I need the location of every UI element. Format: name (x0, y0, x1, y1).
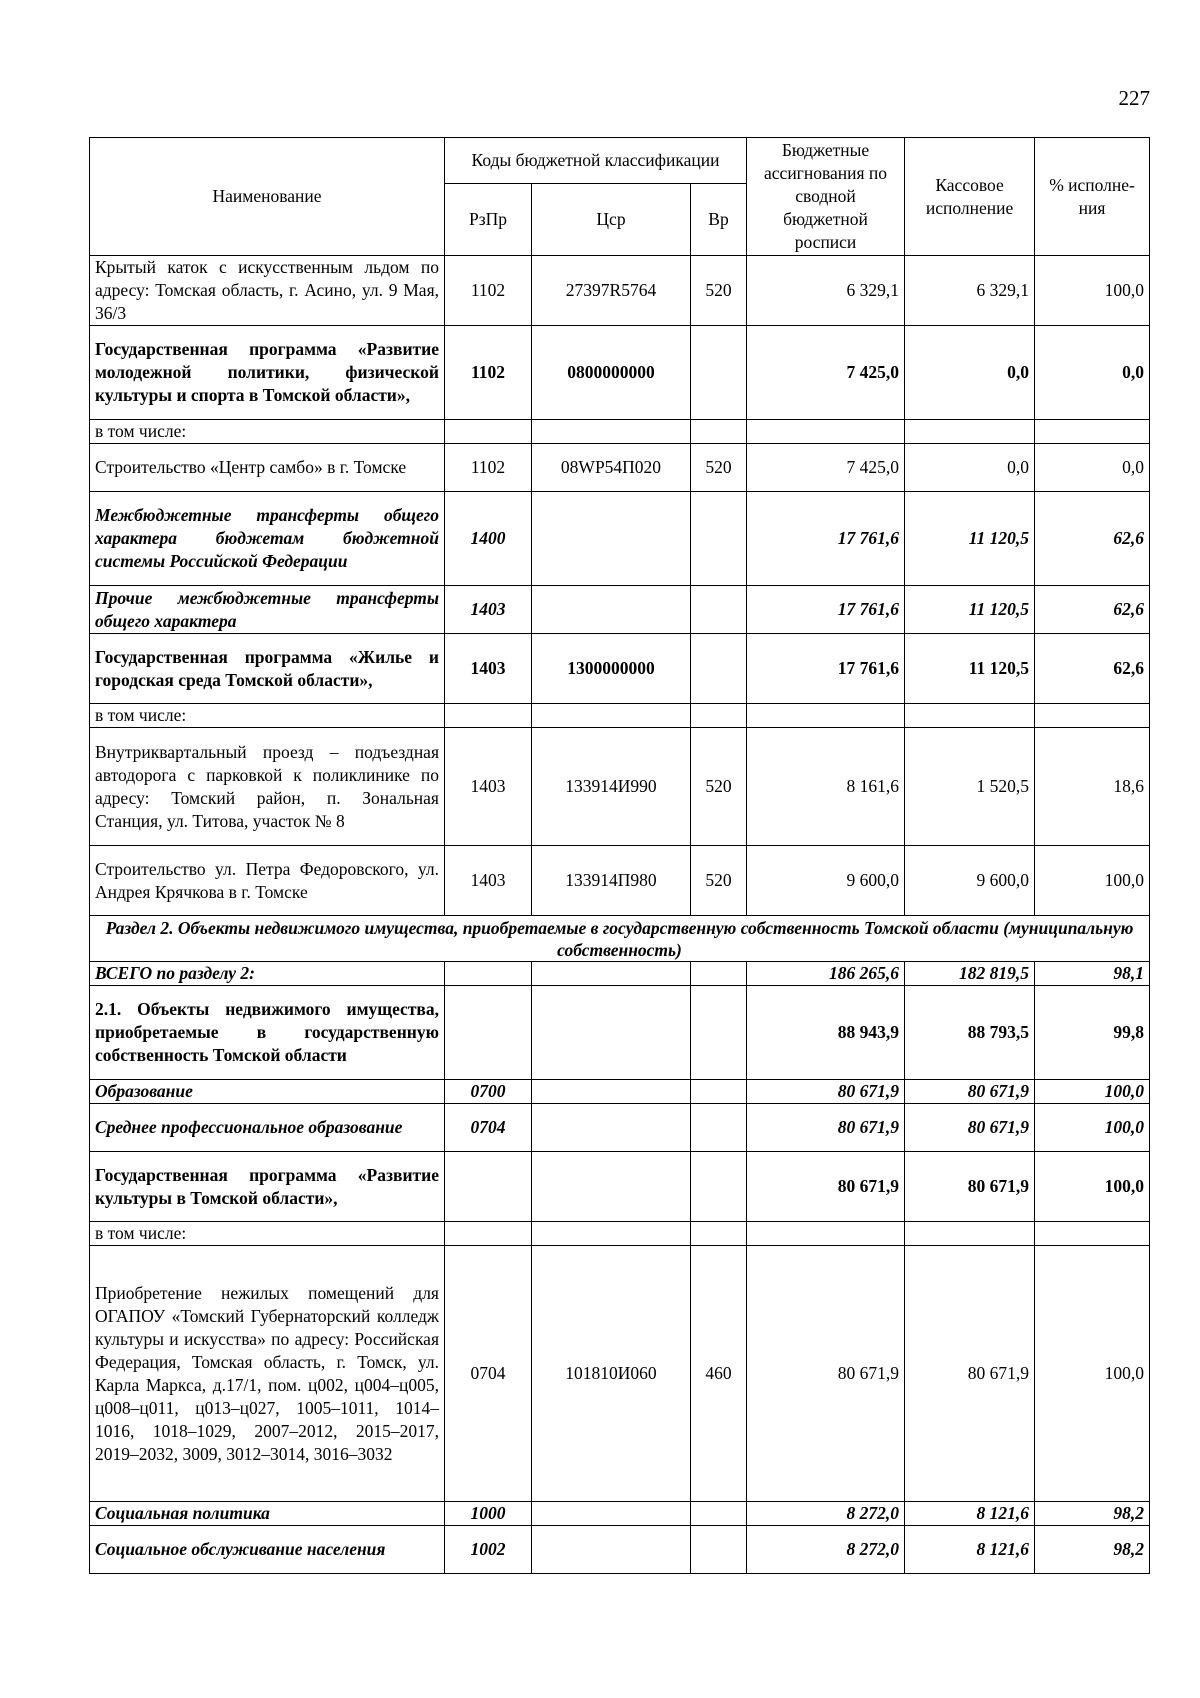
row-plan: 17 761,6 (747, 586, 905, 634)
row-plan: 80 671,9 (747, 1104, 905, 1152)
row-plan: 80 671,9 (747, 1080, 905, 1104)
row-fact: 9 600,0 (905, 846, 1035, 916)
row-plan: 7 425,0 (747, 444, 905, 492)
row-fact (905, 420, 1035, 444)
row-fact: 80 671,9 (905, 1246, 1035, 1502)
row-csr (532, 1104, 691, 1152)
row-rzpr (445, 962, 532, 986)
row-csr (532, 492, 691, 586)
row-rzpr (445, 1152, 532, 1222)
page-number: 227 (1118, 86, 1150, 110)
row-pct (1035, 420, 1150, 444)
table-row (90, 846, 1150, 916)
row-rzpr: 0704 (445, 1104, 532, 1152)
row-name: Строительство ул. Петра Федоровского, ул. Андрея Крячкова в г. Томске (90, 846, 445, 916)
row-fact: 80 671,9 (905, 1080, 1035, 1104)
row-pct: 100,0 (1035, 1104, 1150, 1152)
row-csr (532, 1526, 691, 1574)
row-vr (691, 1526, 747, 1574)
row-csr (532, 704, 691, 728)
header-execution: Кассовое исполнение (905, 138, 1035, 256)
row-rzpr: 1403 (445, 728, 532, 846)
row-csr: 0800000000 (532, 326, 691, 420)
row-fact: 1 520,5 (905, 728, 1035, 846)
row-pct: 0,0 (1035, 444, 1150, 492)
row-rzpr: 1400 (445, 492, 532, 586)
row-fact: 0,0 (905, 326, 1035, 420)
header-vr: Вр (691, 184, 747, 256)
table-row (90, 1152, 1150, 1222)
row-name: Межбюджетные трансферты общего характера бюджетам бюджетной системы Российской Федерации (90, 492, 445, 586)
row-rzpr: 1403 (445, 586, 532, 634)
row-rzpr: 1403 (445, 846, 532, 916)
row-rzpr (445, 986, 532, 1080)
row-name: Внутриквартальный проезд – подъездная автодорога с парковкой к поликлинике по адресу: Томский район, п. Зональная Станция, ул. Титова, участок № 8 (90, 728, 445, 846)
row-fact: 0,0 (905, 444, 1035, 492)
row-rzpr (445, 1222, 532, 1246)
row-plan: 88 943,9 (747, 986, 905, 1080)
section-2-title: Раздел 2. Объекты недвижимого имущества, приобретаемые в государственную собственность Томской области (муниципальную собственность) (90, 916, 1150, 962)
row-name: в том числе: (90, 420, 445, 444)
row-rzpr: 1000 (445, 1502, 532, 1526)
budget-table (89, 137, 1150, 1574)
row-csr: 08WP54П020 (532, 444, 691, 492)
row-vr: 520 (691, 444, 747, 492)
row-csr: 1300000000 (532, 634, 691, 704)
header-csr: Цср (532, 184, 691, 256)
row-csr (532, 1222, 691, 1246)
row-pct: 98,1 (1035, 962, 1150, 986)
row-plan: 186 265,6 (747, 962, 905, 986)
row-csr (532, 986, 691, 1080)
row-pct: 62,6 (1035, 492, 1150, 586)
row-vr (691, 704, 747, 728)
row-fact: 88 793,5 (905, 986, 1035, 1080)
row-pct: 18,6 (1035, 728, 1150, 846)
row-pct: 62,6 (1035, 634, 1150, 704)
row-plan: 17 761,6 (747, 492, 905, 586)
row-rzpr (445, 704, 532, 728)
row-name: Государственная программа «Развитие культуры в Томской области», (90, 1152, 445, 1222)
row-csr: 133914И990 (532, 728, 691, 846)
row-name: Приобретение нежилых помещений для ОГАПОУ «Томский Губернаторский колледж культуры и искусства» по адресу: Российская Федерация, Томская область, г. Томск, ул. Карла Маркса, д.17/1, пом. ц002, ц004–ц005, ц008–ц011, ц013–ц027, 1005–1011, 1014–1016, 1018–1029, 2007–2012, 2015–2017, 2019–2032, 3009, 3012–3014, 3016–3032 (90, 1246, 445, 1502)
row-plan: 8 272,0 (747, 1526, 905, 1574)
row-vr (691, 1502, 747, 1526)
row-vr (691, 1104, 747, 1152)
row-plan: 7 425,0 (747, 326, 905, 420)
row-plan: 9 600,0 (747, 846, 905, 916)
row-fact: 8 121,6 (905, 1526, 1035, 1574)
header-appropriations: Бюджетные ассигнования по сводной бюджетной росписи (747, 138, 905, 256)
row-vr: 520 (691, 728, 747, 846)
row-vr (691, 586, 747, 634)
row-plan: 6 329,1 (747, 256, 905, 326)
row-vr (691, 1152, 747, 1222)
row-pct (1035, 704, 1150, 728)
row-pct: 99,8 (1035, 986, 1150, 1080)
row-fact: 11 120,5 (905, 634, 1035, 704)
table-row (90, 704, 1150, 728)
row-csr: 101810И060 (532, 1246, 691, 1502)
row-name: Социальное обслуживание населения (90, 1526, 445, 1574)
row-rzpr: 1403 (445, 634, 532, 704)
row-csr (532, 586, 691, 634)
row-csr (532, 1152, 691, 1222)
row-pct: 100,0 (1035, 1152, 1150, 1222)
table-row (90, 444, 1150, 492)
row-csr (532, 1080, 691, 1104)
row-plan: 80 671,9 (747, 1246, 905, 1502)
row-plan (747, 704, 905, 728)
row-pct: 98,2 (1035, 1502, 1150, 1526)
row-vr (691, 1222, 747, 1246)
table-row (90, 986, 1150, 1080)
row-csr (532, 420, 691, 444)
row-fact: 80 671,9 (905, 1152, 1035, 1222)
row-vr (691, 420, 747, 444)
row-fact (905, 1222, 1035, 1246)
row-fact: 11 120,5 (905, 492, 1035, 586)
table-row (90, 728, 1150, 846)
table-row (90, 1080, 1150, 1104)
row-csr: 27397R5764 (532, 256, 691, 326)
row-rzpr (445, 420, 532, 444)
row-name: Государственная программа «Развитие молодежной политики, физической культуры и спорта в Томской области», (90, 326, 445, 420)
row-vr (691, 962, 747, 986)
row-vr (691, 1080, 747, 1104)
header-percent: % исполне-ния (1035, 138, 1150, 256)
row-rzpr: 1102 (445, 256, 532, 326)
header-rzpr: РзПр (445, 184, 532, 256)
row-plan (747, 420, 905, 444)
table-row (90, 326, 1150, 420)
row-fact (905, 704, 1035, 728)
table-row (90, 1104, 1150, 1152)
row-fact: 182 819,5 (905, 962, 1035, 986)
row-name: Прочие межбюджетные трансферты общего характера (90, 586, 445, 634)
row-name: ВСЕГО по разделу 2: (90, 962, 445, 986)
row-rzpr: 1102 (445, 326, 532, 420)
row-pct: 100,0 (1035, 256, 1150, 326)
row-rzpr: 1002 (445, 1526, 532, 1574)
table-row (90, 634, 1150, 704)
table-row (90, 420, 1150, 444)
row-csr (532, 1502, 691, 1526)
row-pct: 98,2 (1035, 1526, 1150, 1574)
row-pct (1035, 1222, 1150, 1246)
row-name: в том числе: (90, 704, 445, 728)
row-rzpr: 1102 (445, 444, 532, 492)
table-row (90, 1502, 1150, 1526)
row-name: Образование (90, 1080, 445, 1104)
table-row (90, 1222, 1150, 1246)
row-fact: 80 671,9 (905, 1104, 1035, 1152)
section-row (90, 916, 1150, 962)
table-row (90, 1526, 1150, 1574)
table-row (90, 492, 1150, 586)
header-codes: Коды бюджетной классификации (445, 138, 747, 184)
row-pct: 100,0 (1035, 846, 1150, 916)
row-plan: 17 761,6 (747, 634, 905, 704)
row-csr: 133914П980 (532, 846, 691, 916)
row-pct: 100,0 (1035, 1080, 1150, 1104)
row-vr: 520 (691, 256, 747, 326)
row-fact: 11 120,5 (905, 586, 1035, 634)
row-pct: 62,6 (1035, 586, 1150, 634)
row-plan: 8 272,0 (747, 1502, 905, 1526)
row-vr (691, 634, 747, 704)
row-vr: 460 (691, 1246, 747, 1502)
row-pct: 100,0 (1035, 1246, 1150, 1502)
row-plan (747, 1222, 905, 1246)
row-pct: 0,0 (1035, 326, 1150, 420)
row-name: Государственная программа «Жилье и городская среда Томской области», (90, 634, 445, 704)
table-row (90, 256, 1150, 326)
row-fact: 8 121,6 (905, 1502, 1035, 1526)
row-name: Социальная политика (90, 1502, 445, 1526)
row-rzpr: 0704 (445, 1246, 532, 1502)
row-plan: 80 671,9 (747, 1152, 905, 1222)
row-plan: 8 161,6 (747, 728, 905, 846)
row-name: Строительство «Центр самбо» в г. Томске (90, 444, 445, 492)
row-vr (691, 492, 747, 586)
row-vr (691, 326, 747, 420)
row-name: в том числе: (90, 1222, 445, 1246)
row-csr (532, 962, 691, 986)
header-name: Наименование (90, 138, 445, 256)
row-fact: 6 329,1 (905, 256, 1035, 326)
row-vr: 520 (691, 846, 747, 916)
row-name: 2.1. Объекты недвижимого имущества, приобретаемые в государственную собственность Томской области (90, 986, 445, 1080)
row-rzpr: 0700 (445, 1080, 532, 1104)
table-row (90, 586, 1150, 634)
row-vr (691, 986, 747, 1080)
table-row (90, 962, 1150, 986)
row-name: Крытый каток с искусственным льдом по адресу: Томская область, г. Асино, ул. 9 Мая, 36/3 (90, 256, 445, 326)
row-name: Среднее профессиональное образование (90, 1104, 445, 1152)
table-row (90, 1246, 1150, 1502)
